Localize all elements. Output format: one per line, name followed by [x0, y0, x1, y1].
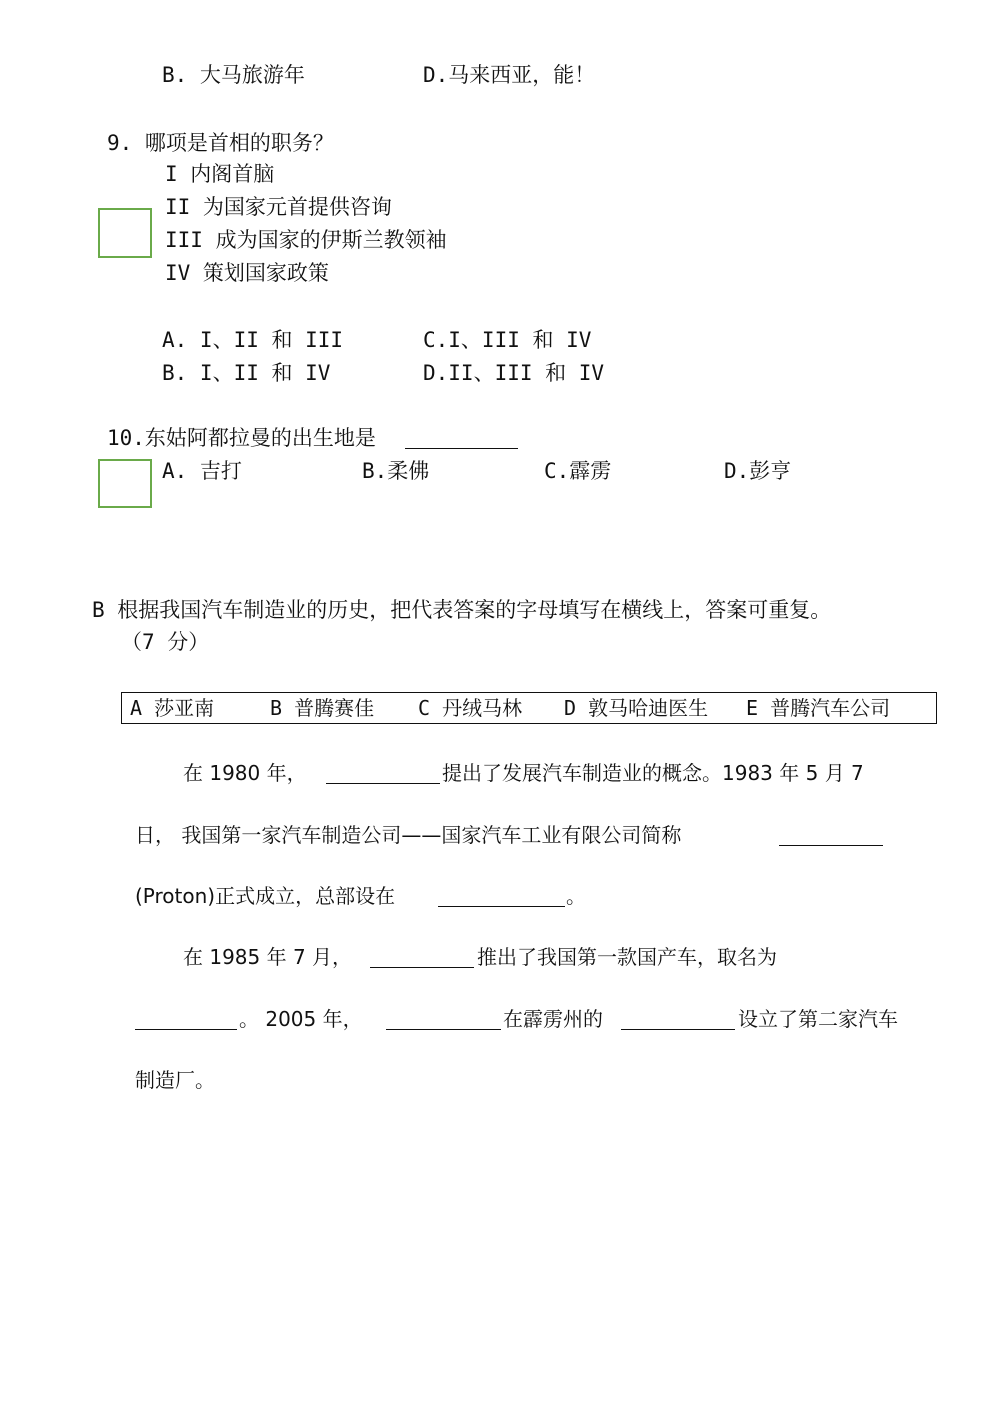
- paragraph-2-line-1-end: 推出了我国第一款国产车，取名为: [477, 945, 777, 969]
- section-b-marks: （7 分）: [121, 630, 210, 654]
- q9-item-2: II 为国家元首提供咨询: [165, 195, 392, 219]
- q9-question: 9. 哪项是首相的职务？: [107, 131, 334, 155]
- paragraph-2-line-3: 制造厂。: [135, 1068, 215, 1092]
- paragraph-2-line-1-start: 在 1985 年 7 月，: [183, 945, 353, 969]
- q10-option-d[interactable]: D.彭亨: [724, 459, 792, 483]
- paragraph-1-line-1-start: 在 1980 年，: [183, 761, 307, 785]
- q10-question: 10.东姑阿都拉曼的出生地是: [107, 426, 376, 450]
- fill-blank-7[interactable]: [621, 1006, 735, 1030]
- paragraph-2-line-2-a: 。 2005 年，: [239, 1007, 363, 1031]
- q9-option-b[interactable]: B. I、II 和 IV: [162, 361, 331, 385]
- word-bank-item-b: B 普腾赛佳: [270, 696, 375, 720]
- section-b-instruction: B 根据我国汽车制造业的历史，把代表答案的字母填写在横线上，答案可重复。: [92, 598, 832, 622]
- fill-blank-4[interactable]: [370, 944, 474, 968]
- q10-option-b[interactable]: B.柔佛: [362, 459, 430, 483]
- fill-blank-2[interactable]: [779, 822, 883, 846]
- fill-blank-3[interactable]: [438, 883, 565, 907]
- paragraph-2-line-2-b: 在霹雳州的: [503, 1007, 603, 1031]
- word-bank: [121, 692, 937, 724]
- q10-option-a[interactable]: A. 吉打: [162, 459, 242, 483]
- paragraph-1-line-3-end: 。: [566, 884, 586, 908]
- fill-blank-1[interactable]: [326, 760, 440, 784]
- q9-item-4: IV 策划国家政策: [165, 261, 329, 285]
- q10-answer-box[interactable]: [98, 459, 152, 508]
- q10-answer-blank[interactable]: [405, 425, 518, 449]
- q9-option-a[interactable]: A. I、II 和 III: [162, 328, 344, 352]
- paragraph-1-line-2: 日， 我国第一家汽车制造公司——国家汽车工业有限公司简称: [135, 823, 682, 847]
- word-bank-item-d: D 敦马哈迪医生: [564, 696, 709, 720]
- q9-item-3: III 成为国家的伊斯兰教领袖: [165, 228, 447, 252]
- paragraph-1-line-1-end: 提出了发展汽车制造业的概念。1983 年 5 月 7: [442, 761, 864, 785]
- q8-option-b[interactable]: B. 大马旅游年: [162, 63, 305, 87]
- q9-option-c[interactable]: C.I、III 和 IV: [423, 328, 592, 352]
- q8-option-d[interactable]: D.马来西亚，能！: [423, 63, 596, 87]
- q10-option-c[interactable]: C.霹雳: [544, 459, 612, 483]
- fill-blank-6[interactable]: [386, 1006, 501, 1030]
- paragraph-2-line-2-c: 设立了第二家汽车: [738, 1007, 898, 1031]
- q9-item-1: I 内阁首脑: [165, 162, 275, 186]
- word-bank-item-c: C 丹绒马林: [418, 696, 523, 720]
- word-bank-item-a: A 莎亚南: [130, 696, 215, 720]
- q9-answer-box[interactable]: [98, 208, 152, 258]
- paragraph-1-line-3-start: (Proton)正式成立，总部设在: [135, 884, 396, 908]
- fill-blank-5[interactable]: [135, 1006, 237, 1030]
- word-bank-item-e: E 普腾汽车公司: [746, 696, 891, 720]
- q9-option-d[interactable]: D.II、III 和 IV: [423, 361, 605, 385]
